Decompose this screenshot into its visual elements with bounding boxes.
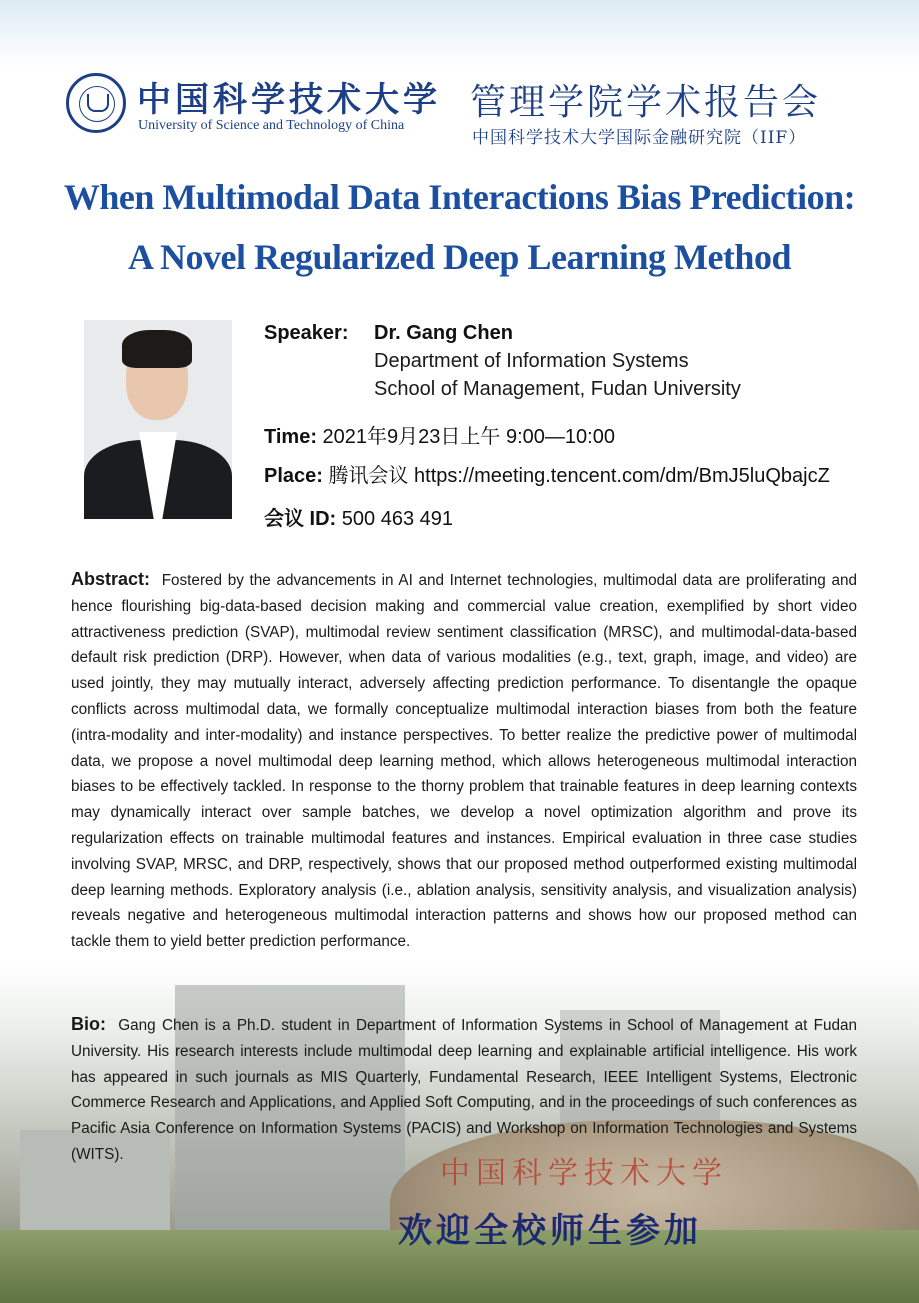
- top-background: [0, 0, 919, 70]
- speaker-label: Speaker:: [264, 322, 349, 344]
- welcome-slogan: 欢迎全校师生参加: [398, 1211, 702, 1251]
- time-label: Time:: [264, 426, 317, 448]
- university-seal-logo: [66, 73, 126, 133]
- bio-text: Gang Chen is a Ph.D. student in Department of Information Systems in School of Management at Fudan University. His research interests include multimodal deep learning and explainable artificial intelligence. His work has appeared in such journals as MIS Quarterly, Fundamental Research, IEEE Intelligent Systems, Electronic Commerce Research and Applications, and Applied Soft Computing, and in the proceedings of such conferences as Pacific Asia Conference on Information Systems (PACIS) and Workshop on Information Technologies and Systems (WITS).: [71, 1017, 857, 1163]
- rock-inscription: 中国科学技术大学: [440, 1156, 728, 1191]
- time-line: [264, 420, 615, 449]
- seal-mark: [87, 94, 109, 112]
- speaker-name: Dr. Gang Chen: [374, 322, 513, 344]
- meeting-id-label: 会议 ID:: [264, 508, 337, 530]
- talk-title-line2: A Novel Regularized Deep Learning Method: [128, 237, 791, 277]
- place-line: [264, 459, 830, 488]
- talk-title-line1: When Multimodal Data Interactions Bias Prediction:: [63, 177, 856, 217]
- speaker-school: School of Management, Fudan University: [374, 378, 741, 400]
- series-title: 管理学院学术报告会: [470, 82, 822, 123]
- abstract-text: Fostered by the advancements in AI and Internet technologies, multimodal data are proliferating and hence flourishing big-data-based decision making and commercial value creation, exemplified by short video attractiveness prediction (SVAP), multimodal review sentiment classification (MRSC), and multimodal-data-based default risk prediction (DRP). However, when data of various modalities (e.g., text, graph, image, and video) are used jointly, they may mutually interact, adversely affecting prediction performance. To disentangle the opaque conflicts across multimodal data, we formally conceptualize multimodal interaction biases from both the feature (intra-modality and inter-modality) and instance perspectives. To better realize the predictive power of multimodal data, we propose a novel multimodal deep learning method, which allows heterogeneous multimodal interaction biases to be effectively tackled. In response to the thorny problem that trainable features in deep learning contexts may dynamically interact over sample batches, we develop a novel optimization algorithm and prove its regularization effects on trainable multimodal features and instances. Empirical evaluation in three case studies involving SVAP, MRSC, and DRP, respectively, shows that our proposed method outperformed existing multimodal deep learning methods. Exploratory analysis (i.e., ablation analysis, sensitivity analysis, and visualization analysis) reveals negative and heterogeneous multimodal interaction patterns and shows how our proposed method can tackle them to yield better prediction performance.: [71, 572, 858, 951]
- place-label: Place:: [264, 465, 323, 487]
- meeting-id-value: 500 463 491: [341, 508, 454, 530]
- speaker-photo: [84, 320, 232, 519]
- abstract-label: Abstract:: [71, 569, 151, 589]
- photo-hair: [122, 330, 192, 368]
- speaker-line: [264, 322, 513, 345]
- series-subtitle: 中国科学技术大学国际金融研究院（IIF）: [472, 128, 807, 148]
- abstract-section: [71, 567, 857, 955]
- bio-section: [71, 1012, 857, 1168]
- time-value: 2021年9月23日上午 9:00—10:00: [322, 426, 615, 448]
- university-name-en: University of Science and Technology of China: [138, 118, 405, 133]
- speaker-department: Department of Information Systems: [374, 350, 689, 372]
- meeting-id-line: [264, 502, 453, 531]
- bio-label: Bio:: [71, 1014, 106, 1034]
- university-name-cn: 中国科学技术大学: [137, 80, 441, 120]
- place-value[interactable]: 腾讯会议 https://meeting.tencent.com/dm/BmJ5luQbajcZ: [328, 465, 830, 487]
